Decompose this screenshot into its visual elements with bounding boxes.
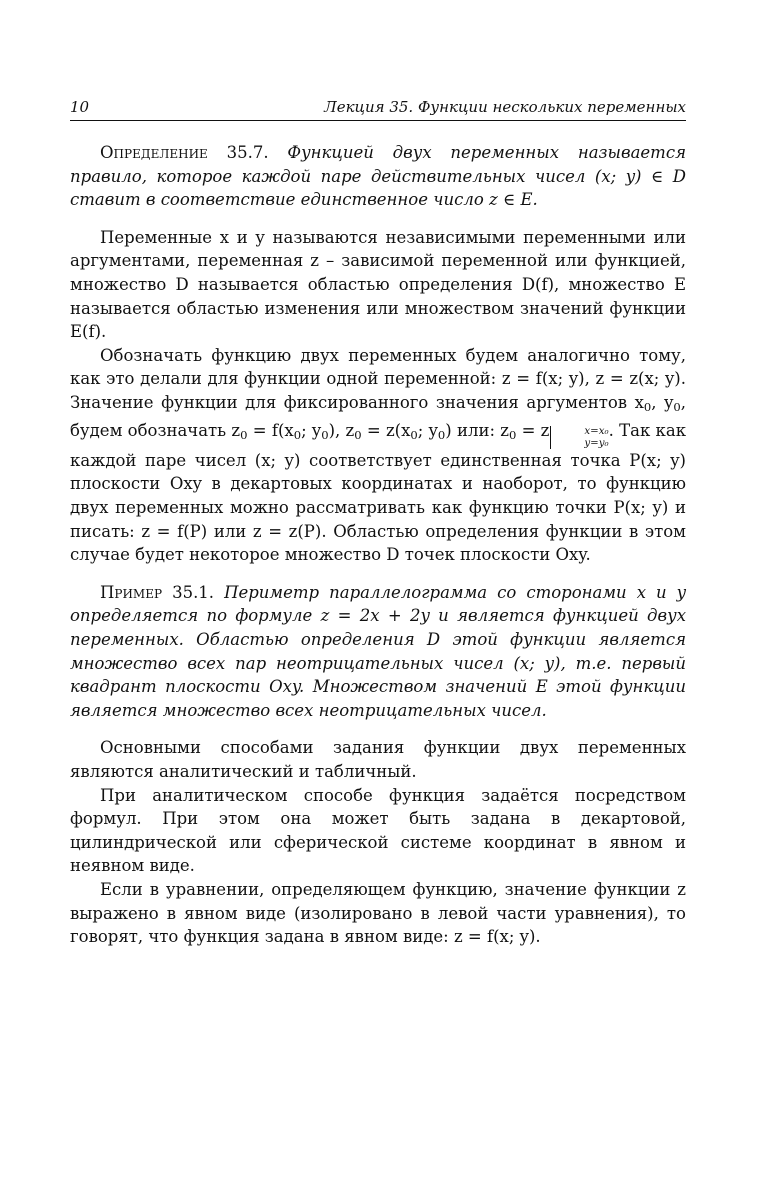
paragraph-methods: Основными способами задания функции двух переменных являются аналитический и табличный. [70, 738, 686, 781]
example-35-1 [70, 581, 686, 723]
page-content [70, 141, 686, 949]
main-text [70, 226, 686, 567]
running-header [70, 98, 686, 121]
running-title: Лекция 35. Функции нескольких переменных [324, 98, 686, 116]
closing-text [70, 736, 686, 948]
evaluation-bar: x=x₀ y=y₀ [550, 426, 608, 449]
definition-text: Функцией двух переменных называется правило, которое каждой паре действительных чисел (x; y) ∈ D ставит в соответствие единственное число z ∈ E. [70, 143, 686, 210]
definition-35-7 [70, 141, 686, 212]
page [70, 98, 686, 949]
definition-label: Определение 35.7. [100, 143, 269, 162]
paragraph-variables: Переменные x и y называются независимыми переменными или аргументами, переменная z – зависимой переменной или функцией, множество D называется областью определения D(f), множество E называется областью изменения или множеством значений функции E(f). [70, 227, 686, 342]
paragraph-notation: Обозначать функцию двух переменных будем аналогично тому, как это делали для функции одной переменной: z = f(x; y), z = z(x; y). Значение функции для фиксированного значения аргументов $x_0$, $y_0$, будем обозначать $z_0 = f(x_0$; $y_0$), $z_0 = z(x_0$; $y_0$) или: $z_0 = z$ x=x₀ y=y₀ . Так как каждой паре чисел (x; y) соответствует единственная точка P(x; y) плоскости Oxy в декартовых координатах и наоборот, то функцию двух переменных можно рассматривать как функцию точки P(x; y) и писать: z = f(P) или z = z(P). Областью определения функции в этом случае будет некоторое множество D точек плоскости Oxy. [70, 345, 687, 565]
paragraph-analytic: При аналитическом способе функция задаётся посредством формул. При этом она может быть задана в декартовой, цилиндрической или сферической системе координат в явном и неявном виде. [70, 785, 686, 876]
paragraph-explicit: Если в уравнении, определяющем функцию, значение функции z выражено в явном виде (изолировано в левой части уравнения), то говорят, что функция задана в явном виде: z = f(x; y). [70, 879, 686, 947]
page-number: 10 [70, 98, 90, 116]
example-text: Периметр параллелограмма со сторонами x и y определяется по формуле z = 2x + 2y и является функцией двух переменных. Областью определения D этой функции является множество всех пар неотрицательных чисел (x; y), т.е. первый квадрант плоскости Oxy. Множеством значений E этой функции является множество всех неотрицательных чисел. [70, 582, 686, 720]
example-label: Пример 35.1. [100, 582, 215, 602]
